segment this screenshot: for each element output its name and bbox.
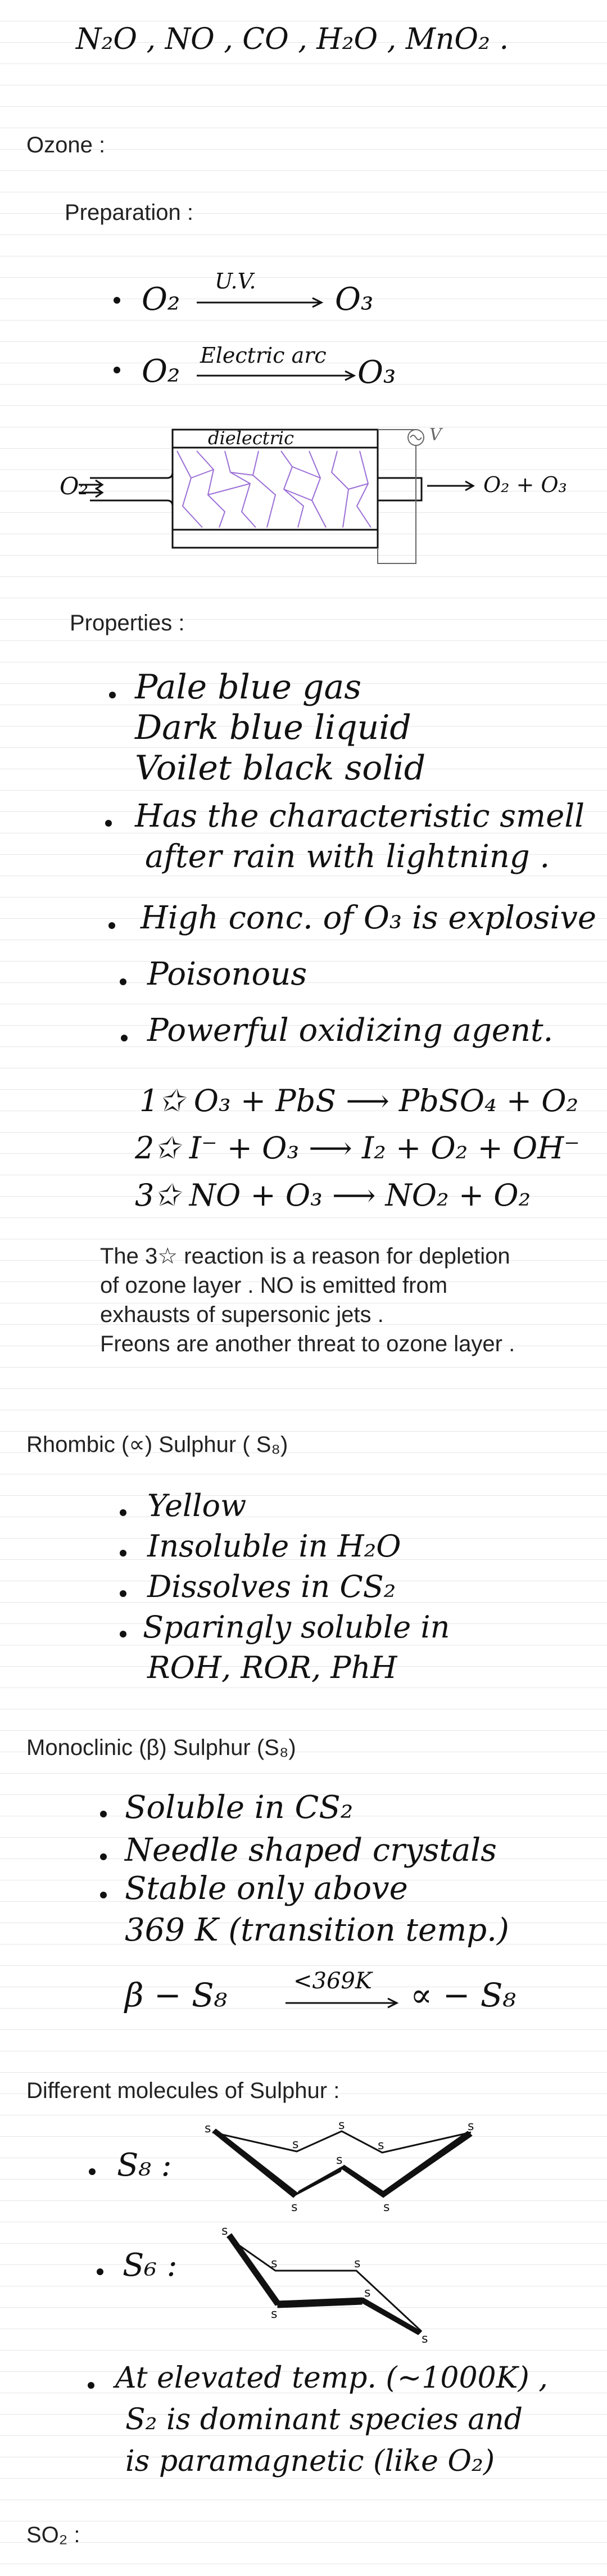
molecules-heading: Different molecules of Sulphur : [26, 2078, 340, 2103]
atom-label: s [364, 2286, 371, 2300]
atom-label: s [292, 2137, 299, 2151]
atom-label: s [271, 2257, 278, 2271]
transition-eq-arrow [286, 1998, 404, 2010]
reaction-3: 3✩ NO + O₃ ⟶ NO₂ + O₂ [135, 1178, 531, 1213]
s6-label: S₆ : [123, 2247, 178, 2284]
s8-label: S₈ : [117, 2147, 172, 2183]
bullet [100, 1853, 107, 1860]
prep-eq1-reactant: O₂ [142, 281, 180, 318]
ozonizer-voltage-label: V [429, 425, 442, 445]
rhombic-item: Yellow [147, 1488, 247, 1523]
prep-eq1-arrow [197, 298, 326, 309]
bullet [109, 692, 116, 698]
bullet [120, 978, 126, 985]
bullet [108, 922, 115, 929]
bullet [114, 297, 120, 304]
prep-eq2-product: O₃ [357, 354, 396, 391]
note-line: The 3☆ reaction is a reason for depletion [100, 1244, 510, 1269]
properties-heading: Properties : [70, 611, 185, 635]
prep-eq1-product: O₃ [335, 281, 374, 318]
rhombic-item: Sparingly soluble in [143, 1609, 450, 1645]
property-line: after rain with lightning . [145, 838, 550, 875]
property-line: Pale blue gas [135, 667, 362, 707]
atom-label: s [336, 2153, 343, 2167]
bullet [120, 1550, 126, 1557]
ozonizer-outlet-label: O₂ + O₃ [483, 472, 567, 497]
bullet [120, 1509, 126, 1516]
monoclinic-item: Soluble in CS₂ [125, 1789, 354, 1826]
atom-label: s [354, 2257, 361, 2271]
preparation-heading: Preparation : [65, 200, 194, 225]
s2-note [115, 2357, 548, 2482]
bullet [89, 2168, 96, 2175]
monoclinic-item: Needle shaped crystals [125, 1832, 497, 1869]
prep-eq1-condition: U.V. [215, 269, 256, 294]
bullet [100, 1892, 107, 1898]
s6-ring-structure [219, 2224, 438, 2346]
atom-label: s [291, 2200, 298, 2214]
bullet [100, 1811, 107, 1817]
monoclinic-item: Stable only above [125, 1870, 408, 1907]
property-explosive: High conc. of O₃ is explosive [141, 900, 597, 936]
monoclinic-heading: Monoclinic (β) Sulphur (S₈) [26, 1735, 296, 1760]
bullet [88, 2382, 94, 2389]
so2-heading: SO₂ : [26, 2523, 80, 2547]
atom-label: s [468, 2119, 474, 2133]
property-poisonous: Poisonous [147, 956, 307, 992]
ozonizer-dielectric-label: dielectric [208, 427, 295, 449]
rhombic-heading: Rhombic (∝) Sulphur ( S₈) [26, 1432, 288, 1457]
note-line: of ozone layer . NO is emitted from [100, 1273, 448, 1298]
rhombic-item-cont: ROH, ROR, PhH [147, 1650, 397, 1685]
note-line: Freons are another threat to ozone layer . [100, 1332, 515, 1356]
bullet [105, 820, 112, 827]
prep-eq2-reactant: O₂ [142, 353, 180, 390]
atom-label: s [338, 2118, 345, 2132]
property-oxidizing: Powerful oxidizing agent. [147, 1012, 554, 1049]
atom-label: s [205, 2122, 211, 2136]
s2-note-line: At elevated temp. (~1000K) , [115, 2361, 548, 2395]
transition-eq-left: β − S₈ [125, 1976, 227, 2014]
ozone-heading: Ozone : [26, 133, 106, 157]
bullet [120, 1631, 126, 1637]
bullet [121, 1035, 128, 1041]
ozonizer-inlet-label: O₂ [60, 472, 89, 500]
property-line: Voilet black solid [135, 748, 426, 788]
top-oxides-line: N₂O , NO , CO , H₂O , MnO₂ . [76, 22, 509, 56]
ozone-note [100, 1242, 595, 1359]
rhombic-item: Insoluble in H₂O [147, 1528, 401, 1564]
bullet [114, 367, 120, 373]
prep-eq2-condition: Electric arc [200, 343, 327, 368]
transition-eq-right: ∝ − S₈ [410, 1976, 516, 2014]
atom-label: s [383, 2200, 390, 2214]
atom-label: s [221, 2224, 228, 2238]
monoclinic-item-cont: 369 K (transition temp.) [125, 1912, 509, 1948]
s2-note-line: is paramagnetic (like O₂) [125, 2444, 495, 2478]
reaction-1: 1✩ O₃ + PbS ⟶ PbSO₄ + O₂ [139, 1083, 579, 1118]
s2-note-line: S₂ is dominant species and [125, 2403, 523, 2437]
s8-ring-structure [202, 2118, 483, 2221]
bullet [120, 1590, 126, 1597]
atom-label: s [422, 2332, 428, 2346]
prep-eq2-arrow [197, 371, 360, 382]
property-line: Dark blue liquid [135, 708, 411, 747]
property-line: Has the characteristic smell [135, 798, 585, 834]
rhombic-item: Dissolves in CS₂ [147, 1569, 396, 1604]
reaction-2: 2✩ I⁻ + O₃ ⟶ I₂ + O₂ + OH⁻ [135, 1130, 580, 1166]
property-smell [135, 796, 585, 877]
atom-label: s [271, 2307, 278, 2321]
bullet [97, 2268, 103, 2275]
atom-label: s [378, 2139, 384, 2153]
note-line: exhausts of supersonic jets . [100, 1302, 384, 1327]
transition-eq-condition: <369K [293, 1968, 372, 1994]
property-colors [135, 667, 425, 788]
